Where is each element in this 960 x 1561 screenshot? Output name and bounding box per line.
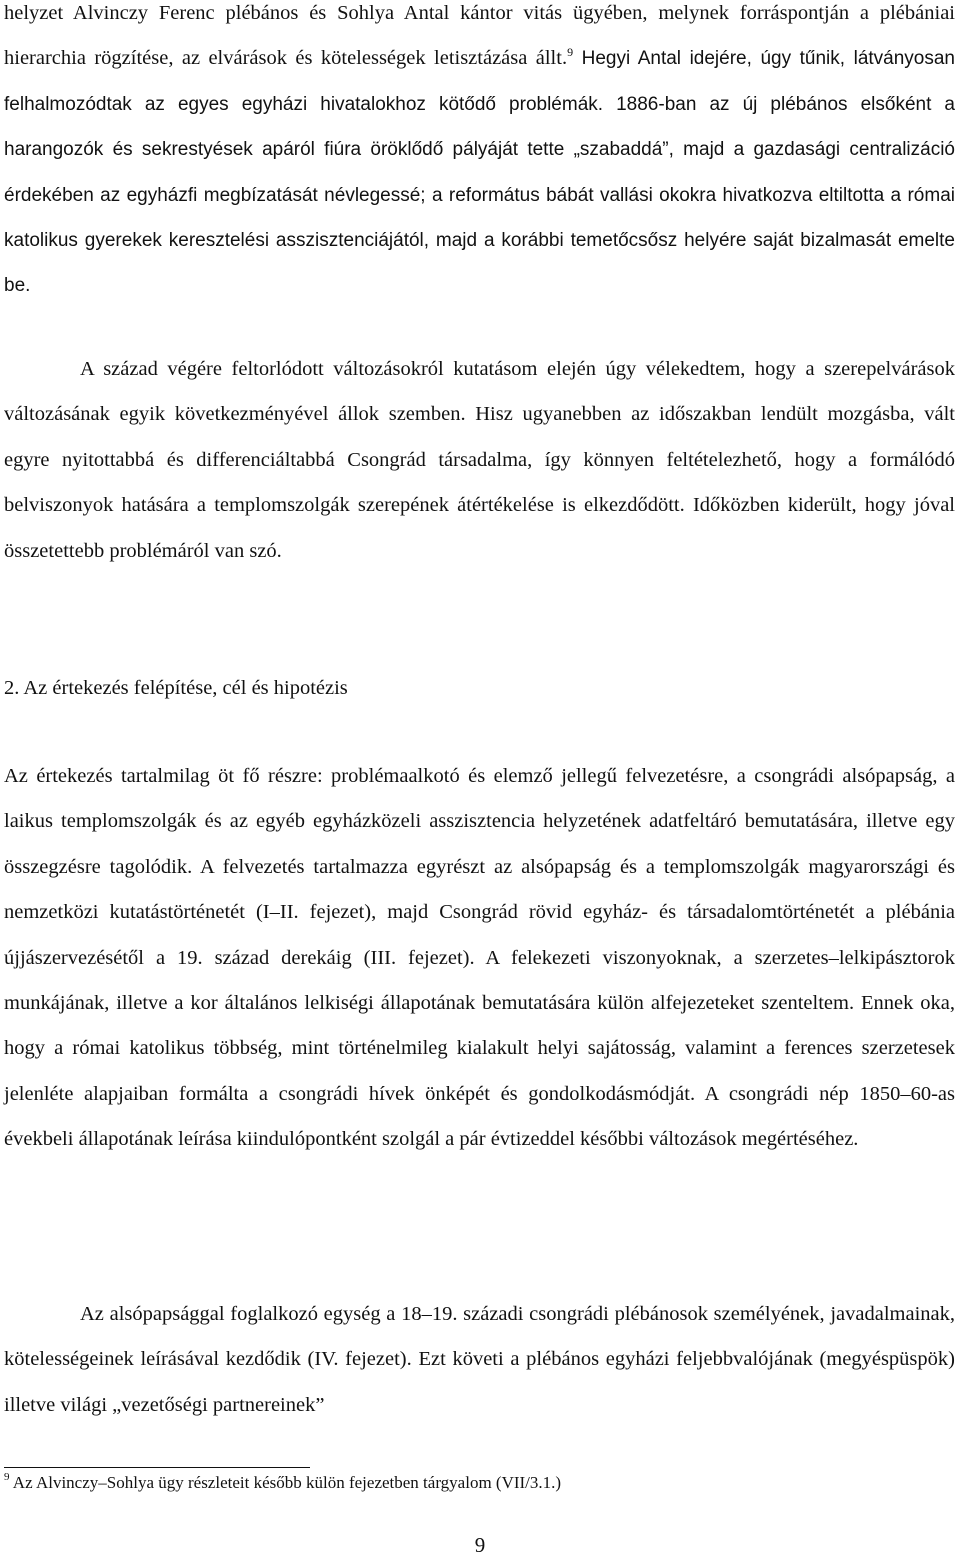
paragraph: Az alsópapsággal foglalkozó egység a 18–19. századi csongrádi plébánosok személyének, javadalmainak, kötelességeinek leírásával kezdődik (IV. fejezet). Ezt követi a plébános egyházi feljebbvalójának (megyéspüspök) illetve világi „vezetőségi partnereinek”: [4, 1303, 955, 1416]
footnote-text: Az Alvinczy–Sohlya ügy részleteit később külön fejezetben tárgyalom (VII/3.1.): [9, 1473, 562, 1492]
section-heading: 2. Az értekezés felépítése, cél és hipotézis: [4, 677, 348, 699]
footnote-reference[interactable]: 9: [567, 44, 574, 59]
paragraph: Az értekezés tartalmilag öt fő részre: problémaalkotó és elemző jellegű felvezetésre, a csongrádi alsópapság, a laikus templomszolgák és az egyéb egyházközeli asszisztencia helyzetének adatfeltáró bemutatására, illetve egy összegzésre tagolódik. A felvezetés tartalmazza egyrészt az alsópapság és a templomszolgák magyarországi és nemzetközi kutatástörténetét (I–II. fejezet), majd Csongrád rövid egyház- és társadalomtörténetét a plébánia újjászervezésétől a 19. század derekáig (III. fejezet). A felekezeti viszonyoknak, a szerzetes–lelkipásztorok munkájának, illetve a kor általános lelkiségi állapotának bemutatására külön alfejezeteket szenteltem. Ennek oka, hogy a római katolikus többség, mint történelmileg kialakult helyi sajátosság, valamint a ferences szerzetesek jelenléte alapjaiban formálta a csongrádi hívek önképét és gondolkodásmódját. A csongrádi nép 1850–60-as évekbeli állapotának leírása kiindulópontként szolgál a pár évtizeddel későbbi változások megértéséhez.: [4, 765, 955, 1151]
footnote: [4, 1470, 954, 1496]
paragraph-text-segment-sans: Hegyi Antal idejére, úgy tűnik, látványosan felhalmozódtak az egyes egyházi hivatalokhoz kötődő problémák. 1886-ban az új plébános elsőként a harangozók és sekrestyések apáról fiúra öröklődő pályáját tette „szabaddá”, majd a gazdasági centralizáció érdekében az egyházfi megbízatását névlegessé; a református bábát vallási okokra hivatkozva eltiltotta a római katolikus gyerekek keresztelési asszisztenciájától, majd a korábbi temetőcsősz helyére saját bizalmasát emelte be.: [4, 48, 956, 297]
paragraph-continuation: [4, 0, 955, 309]
footnote-separator: [4, 1467, 310, 1468]
footnote-marker: 9: [4, 1471, 10, 1484]
paragraph-text-segment: helyzet Alvinczy Ferenc plébános és Sohlya Antal kántor vitás ügyében, melynek forráspontján a plébániai hierarchia rögzítése, az elvárások és kötelességek letisztázása állt.: [4, 2, 955, 70]
paragraph: A század végére feltorlódott változásokról kutatásom elején úgy vélekedtem, hogy a szerepelvárások változásának egyik következményével állok szemben. Hisz ugyanebben az időszakban lendült mozgásba, vált egyre nyitottabbá és differenciáltabbá Csongrád társadalma, így könnyen feltételezhető, hogy a formálódó belviszonyok hatására a templomszolgák szerepének átértékelése is elkezdődött. Időközben kiderült, hogy jóval összetettebb problémáról van szó.: [4, 358, 955, 562]
page-number: 9: [474, 1533, 486, 1557]
